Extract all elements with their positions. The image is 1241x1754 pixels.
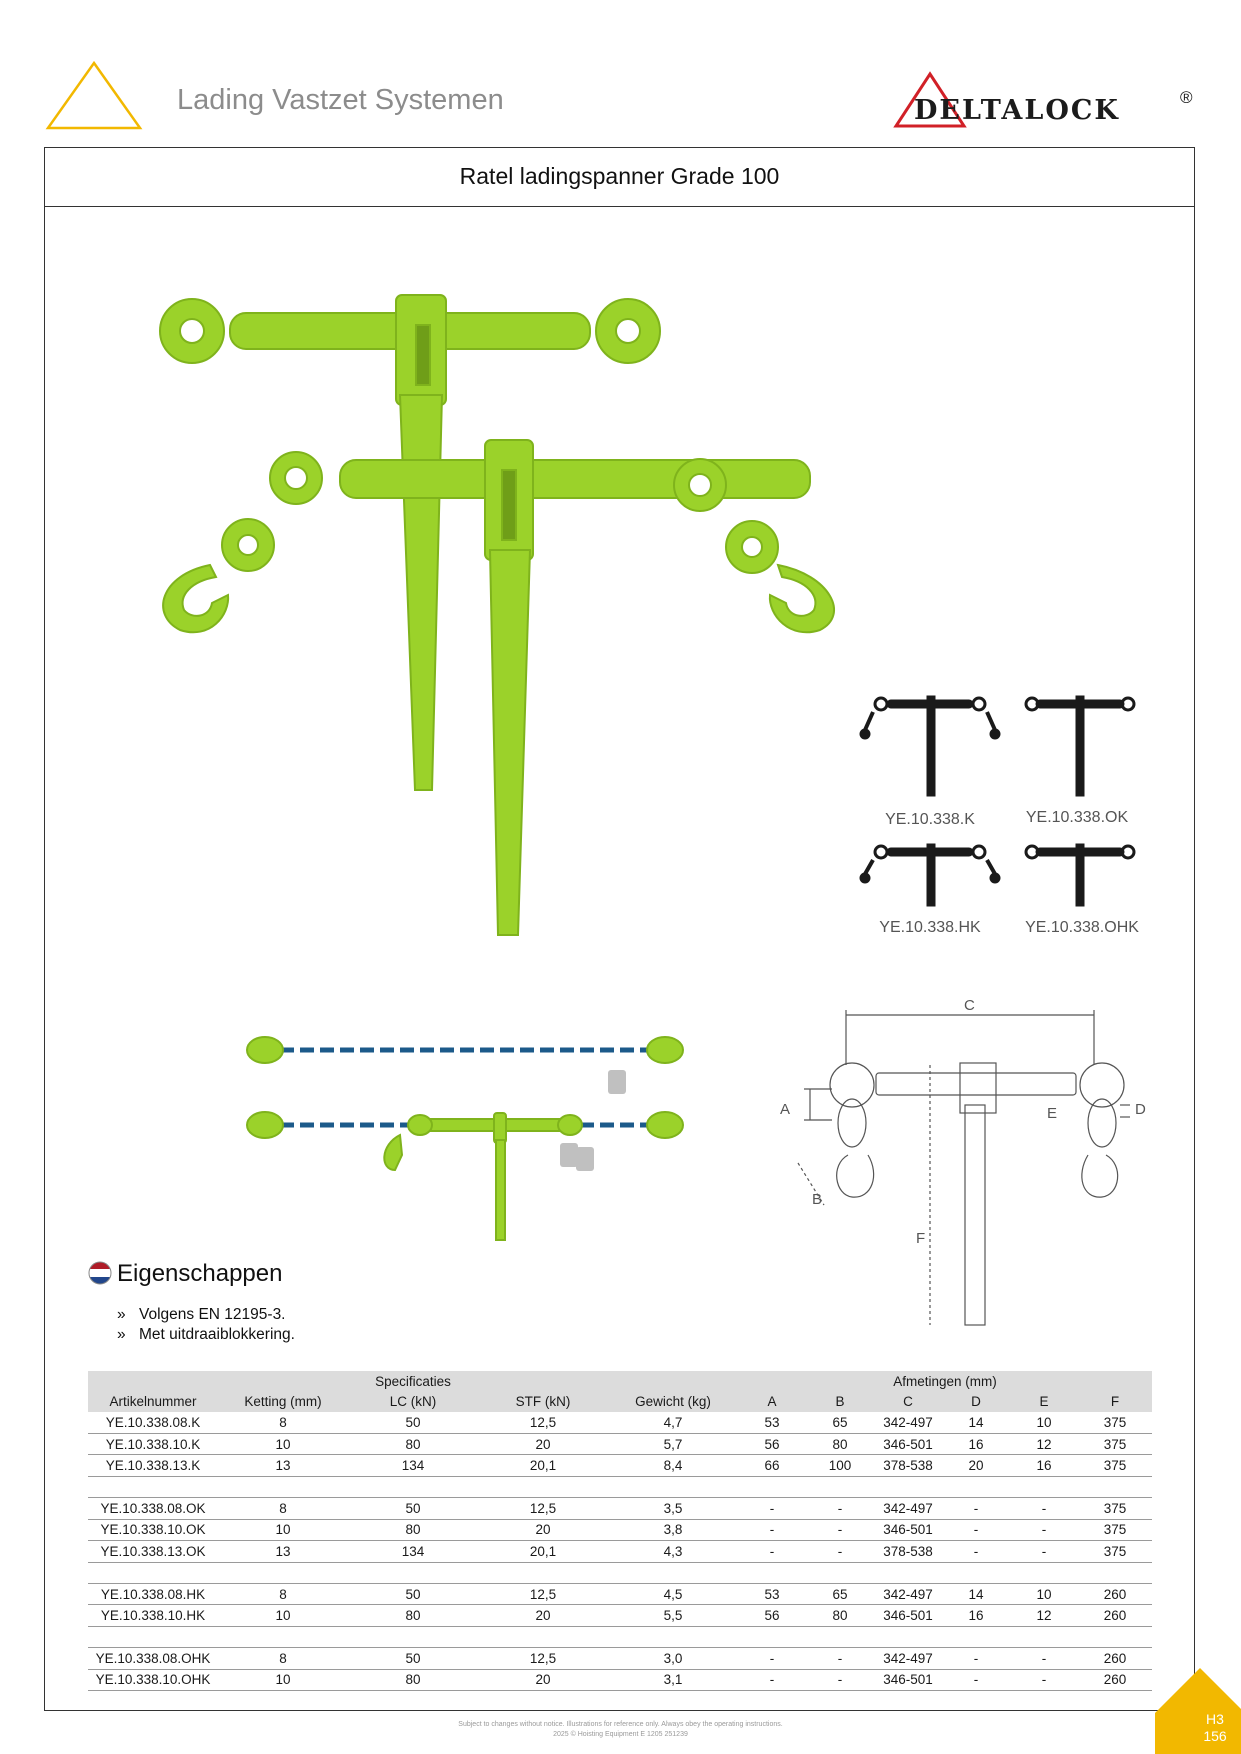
properties-item xyxy=(117,1306,286,1324)
table-cell: 3,0 xyxy=(608,1647,738,1669)
table-cell: 378-538 xyxy=(874,1541,942,1563)
table-cell: 80 xyxy=(348,1669,478,1691)
table-cell: - xyxy=(942,1541,1010,1563)
column-header: LC (kN) xyxy=(389,1394,437,1410)
table-cell: 50 xyxy=(348,1412,478,1433)
dim-label-e: E xyxy=(1047,1105,1058,1122)
table-cell: 20 xyxy=(478,1519,608,1541)
page-number: 156 xyxy=(1203,1728,1227,1744)
logo-text: DELTALOCK xyxy=(914,95,1120,126)
column-header: Ketting (mm) xyxy=(244,1394,322,1410)
table-cell: - xyxy=(1010,1541,1078,1563)
table-cell: 50 xyxy=(348,1497,478,1519)
column-header: C xyxy=(903,1394,913,1410)
table-cell: 4,3 xyxy=(608,1541,738,1563)
ratchet-load-binder-image xyxy=(140,285,860,945)
column-header: STF (kN) xyxy=(515,1394,571,1410)
properties-item-text: Met uitdraaiblokkering. xyxy=(139,1326,295,1343)
table-cell: 375 xyxy=(1078,1433,1152,1455)
table-cell: 342-497 xyxy=(874,1583,942,1605)
table-cell: 8 xyxy=(218,1583,348,1605)
table-row xyxy=(88,1541,1152,1563)
column-header: F xyxy=(1110,1394,1120,1410)
table-cell: - xyxy=(1010,1519,1078,1541)
table-cell: 346-501 xyxy=(874,1433,942,1455)
table-cell: 12 xyxy=(1010,1605,1078,1627)
table-cell: 16 xyxy=(942,1433,1010,1455)
dim-label-b: B xyxy=(812,1191,823,1208)
table-cell: - xyxy=(1010,1669,1078,1691)
dim-label-d: D xyxy=(1135,1101,1146,1118)
table-cell: 346-501 xyxy=(874,1519,942,1541)
table-cell: 342-497 xyxy=(874,1647,942,1669)
table-cell: 10 xyxy=(218,1605,348,1627)
table-cell: 80 xyxy=(806,1433,874,1455)
page-code xyxy=(1200,1711,1230,1745)
table-cell: 4,5 xyxy=(608,1583,738,1605)
group-header-specs: Specificaties xyxy=(375,1373,451,1389)
table-cell: 5,5 xyxy=(608,1605,738,1627)
dim-label-c: C xyxy=(964,997,975,1014)
table-cell: 10 xyxy=(218,1433,348,1455)
table-column-header xyxy=(88,1392,1152,1413)
table-cell: 260 xyxy=(1078,1669,1152,1691)
table-cell: 56 xyxy=(738,1605,806,1627)
table-group-header xyxy=(88,1371,1152,1392)
table-cell: 10 xyxy=(218,1669,348,1691)
table-cell: 65 xyxy=(806,1412,874,1433)
table-row xyxy=(88,1605,1152,1627)
variant-ok-image xyxy=(1020,690,1140,800)
table-cell: YE.10.338.13.K xyxy=(88,1455,218,1477)
table-cell: - xyxy=(806,1669,874,1691)
table-cell: 50 xyxy=(348,1583,478,1605)
table-cell: 80 xyxy=(348,1605,478,1627)
product-title: Ratel ladingspanner Grade 100 xyxy=(44,147,1195,207)
table-cell: 20,1 xyxy=(478,1455,608,1477)
table-cell: 14 xyxy=(942,1583,1010,1605)
table-row xyxy=(88,1583,1152,1605)
header-title: Lading Vastzet Systemen xyxy=(177,84,504,116)
table-cell: 66 xyxy=(738,1455,806,1477)
variant-ok-label: YE.10.338.OK xyxy=(1025,809,1129,826)
table-cell: 12,5 xyxy=(478,1647,608,1669)
table-cell: 20 xyxy=(942,1455,1010,1477)
table-cell: - xyxy=(806,1519,874,1541)
table-cell: 3,8 xyxy=(608,1519,738,1541)
table-cell: 8 xyxy=(218,1647,348,1669)
table-cell: 375 xyxy=(1078,1412,1152,1433)
table-cell: - xyxy=(942,1669,1010,1691)
table-cell: 134 xyxy=(348,1541,478,1563)
table-cell: 56 xyxy=(738,1433,806,1455)
table-cell: 342-497 xyxy=(874,1497,942,1519)
column-header: D xyxy=(971,1394,981,1410)
table-cell: YE.10.338.10.OK xyxy=(88,1519,218,1541)
table-cell: YE.10.338.08.OK xyxy=(88,1497,218,1519)
table-cell: - xyxy=(1010,1497,1078,1519)
table-cell: 260 xyxy=(1078,1647,1152,1669)
table-row xyxy=(88,1412,1152,1433)
table-spacer-row xyxy=(88,1626,1152,1647)
table-cell: 346-501 xyxy=(874,1669,942,1691)
table-cell: - xyxy=(738,1669,806,1691)
table-cell: 375 xyxy=(1078,1541,1152,1563)
table-row xyxy=(88,1519,1152,1541)
table-cell: 13 xyxy=(218,1541,348,1563)
table-body xyxy=(88,1412,1152,1690)
table-cell: - xyxy=(942,1497,1010,1519)
table-cell: - xyxy=(942,1647,1010,1669)
column-header: A xyxy=(767,1394,777,1410)
table-cell: - xyxy=(942,1519,1010,1541)
column-header: Gewicht (kg) xyxy=(635,1394,711,1410)
table-cell: 20 xyxy=(478,1433,608,1455)
table-cell: 8,4 xyxy=(608,1455,738,1477)
triangle-logo-icon xyxy=(44,60,144,132)
table-cell: 4,7 xyxy=(608,1412,738,1433)
properties-title: Eigenschappen xyxy=(117,1260,283,1287)
variant-hk-image xyxy=(855,838,1005,908)
table-row xyxy=(88,1455,1152,1477)
footer xyxy=(0,1720,1241,1740)
table-spacer-cell xyxy=(88,1476,1152,1497)
group-header-dims: Afmetingen (mm) xyxy=(893,1373,997,1389)
table-cell: 3,5 xyxy=(608,1497,738,1519)
page-section: H3 xyxy=(1206,1711,1224,1727)
table-cell: 3,1 xyxy=(608,1669,738,1691)
column-header: Artikelnummer xyxy=(109,1394,197,1410)
table-cell: 16 xyxy=(1010,1455,1078,1477)
variant-hk-label: YE.10.338.HK xyxy=(879,919,981,936)
variant-k-label: YE.10.338.K xyxy=(885,811,975,828)
table-cell: 10 xyxy=(1010,1583,1078,1605)
logo-registered-mark: ® xyxy=(1180,88,1193,107)
table-cell: 342-497 xyxy=(874,1412,942,1433)
table-cell: 12,5 xyxy=(478,1497,608,1519)
table-cell: 80 xyxy=(348,1519,478,1541)
dim-label-f: F xyxy=(916,1230,926,1247)
table-spacer-cell xyxy=(88,1626,1152,1647)
table-cell: YE.10.338.08.HK xyxy=(88,1583,218,1605)
table-cell: 13 xyxy=(218,1455,348,1477)
table-cell: YE.10.338.08.OHK xyxy=(88,1647,218,1669)
table-cell: 375 xyxy=(1078,1519,1152,1541)
table-cell: 100 xyxy=(806,1455,874,1477)
table-cell: 16 xyxy=(942,1605,1010,1627)
table-cell: 10 xyxy=(1010,1412,1078,1433)
table-spacer-row xyxy=(88,1562,1152,1583)
table-cell: 53 xyxy=(738,1412,806,1433)
table-cell: 375 xyxy=(1078,1497,1152,1519)
table-cell: 12,5 xyxy=(478,1583,608,1605)
table-cell: 378-538 xyxy=(874,1455,942,1477)
table-cell: 12,5 xyxy=(478,1412,608,1433)
table-cell: YE.10.338.10.OHK xyxy=(88,1669,218,1691)
bullet-marker: » xyxy=(117,1326,126,1343)
table-cell: YE.10.338.10.K xyxy=(88,1433,218,1455)
table-cell: 80 xyxy=(348,1433,478,1455)
variant-ohk-image xyxy=(1020,838,1140,908)
table-cell: YE.10.338.08.K xyxy=(88,1412,218,1433)
table-cell: 134 xyxy=(348,1455,478,1477)
table-cell: YE.10.338.13.OK xyxy=(88,1541,218,1563)
table-cell: - xyxy=(738,1497,806,1519)
properties-item xyxy=(117,1326,295,1344)
table-cell: 14 xyxy=(942,1412,1010,1433)
table-cell: 20 xyxy=(478,1669,608,1691)
table-cell: - xyxy=(738,1541,806,1563)
table-cell: 346-501 xyxy=(874,1605,942,1627)
variant-ohk-label: YE.10.338.OHK xyxy=(1025,919,1139,936)
table-cell: 8 xyxy=(218,1412,348,1433)
dutch-flag-icon xyxy=(88,1261,112,1285)
dimension-drawing xyxy=(780,1005,1160,1335)
dim-label-a: A xyxy=(780,1101,791,1118)
table-cell: 65 xyxy=(806,1583,874,1605)
table-spacer-cell xyxy=(88,1562,1152,1583)
table-row xyxy=(88,1669,1152,1691)
footer-copyright: 2025 © Hoisting Equipment E 1205 251239 xyxy=(553,1731,688,1738)
table-row xyxy=(88,1497,1152,1519)
table-cell: 53 xyxy=(738,1583,806,1605)
table-cell: - xyxy=(1010,1647,1078,1669)
specifications-table xyxy=(88,1371,1152,1691)
properties-item-text: Volgens EN 12195-3. xyxy=(139,1306,286,1323)
table-spacer-row xyxy=(88,1476,1152,1497)
column-header: B xyxy=(835,1394,845,1410)
table-cell: 80 xyxy=(806,1605,874,1627)
table-cell: - xyxy=(806,1541,874,1563)
table-cell: - xyxy=(738,1519,806,1541)
table-cell: 260 xyxy=(1078,1583,1152,1605)
table-cell: - xyxy=(806,1647,874,1669)
table-cell: 50 xyxy=(348,1647,478,1669)
column-header: E xyxy=(1039,1394,1049,1410)
variant-k-image xyxy=(855,690,1005,800)
table-row xyxy=(88,1433,1152,1455)
table-row xyxy=(88,1647,1152,1669)
table-cell: - xyxy=(806,1497,874,1519)
table-cell: YE.10.338.10.HK xyxy=(88,1605,218,1627)
table-cell: 10 xyxy=(218,1519,348,1541)
table-cell: 8 xyxy=(218,1497,348,1519)
footer-disclaimer: Subject to changes without notice. Illustrations for reference only. Always obey the operating instructions. xyxy=(458,1721,783,1728)
bullet-marker: » xyxy=(117,1306,126,1323)
table-cell: - xyxy=(738,1647,806,1669)
table-cell: 20 xyxy=(478,1605,608,1627)
table-cell: 20,1 xyxy=(478,1541,608,1563)
table-cell: 12 xyxy=(1010,1433,1078,1455)
table-cell: 5,7 xyxy=(608,1433,738,1455)
table-cell: 375 xyxy=(1078,1455,1152,1477)
chain-assembly-image xyxy=(240,1025,700,1265)
table-cell: 260 xyxy=(1078,1605,1152,1627)
